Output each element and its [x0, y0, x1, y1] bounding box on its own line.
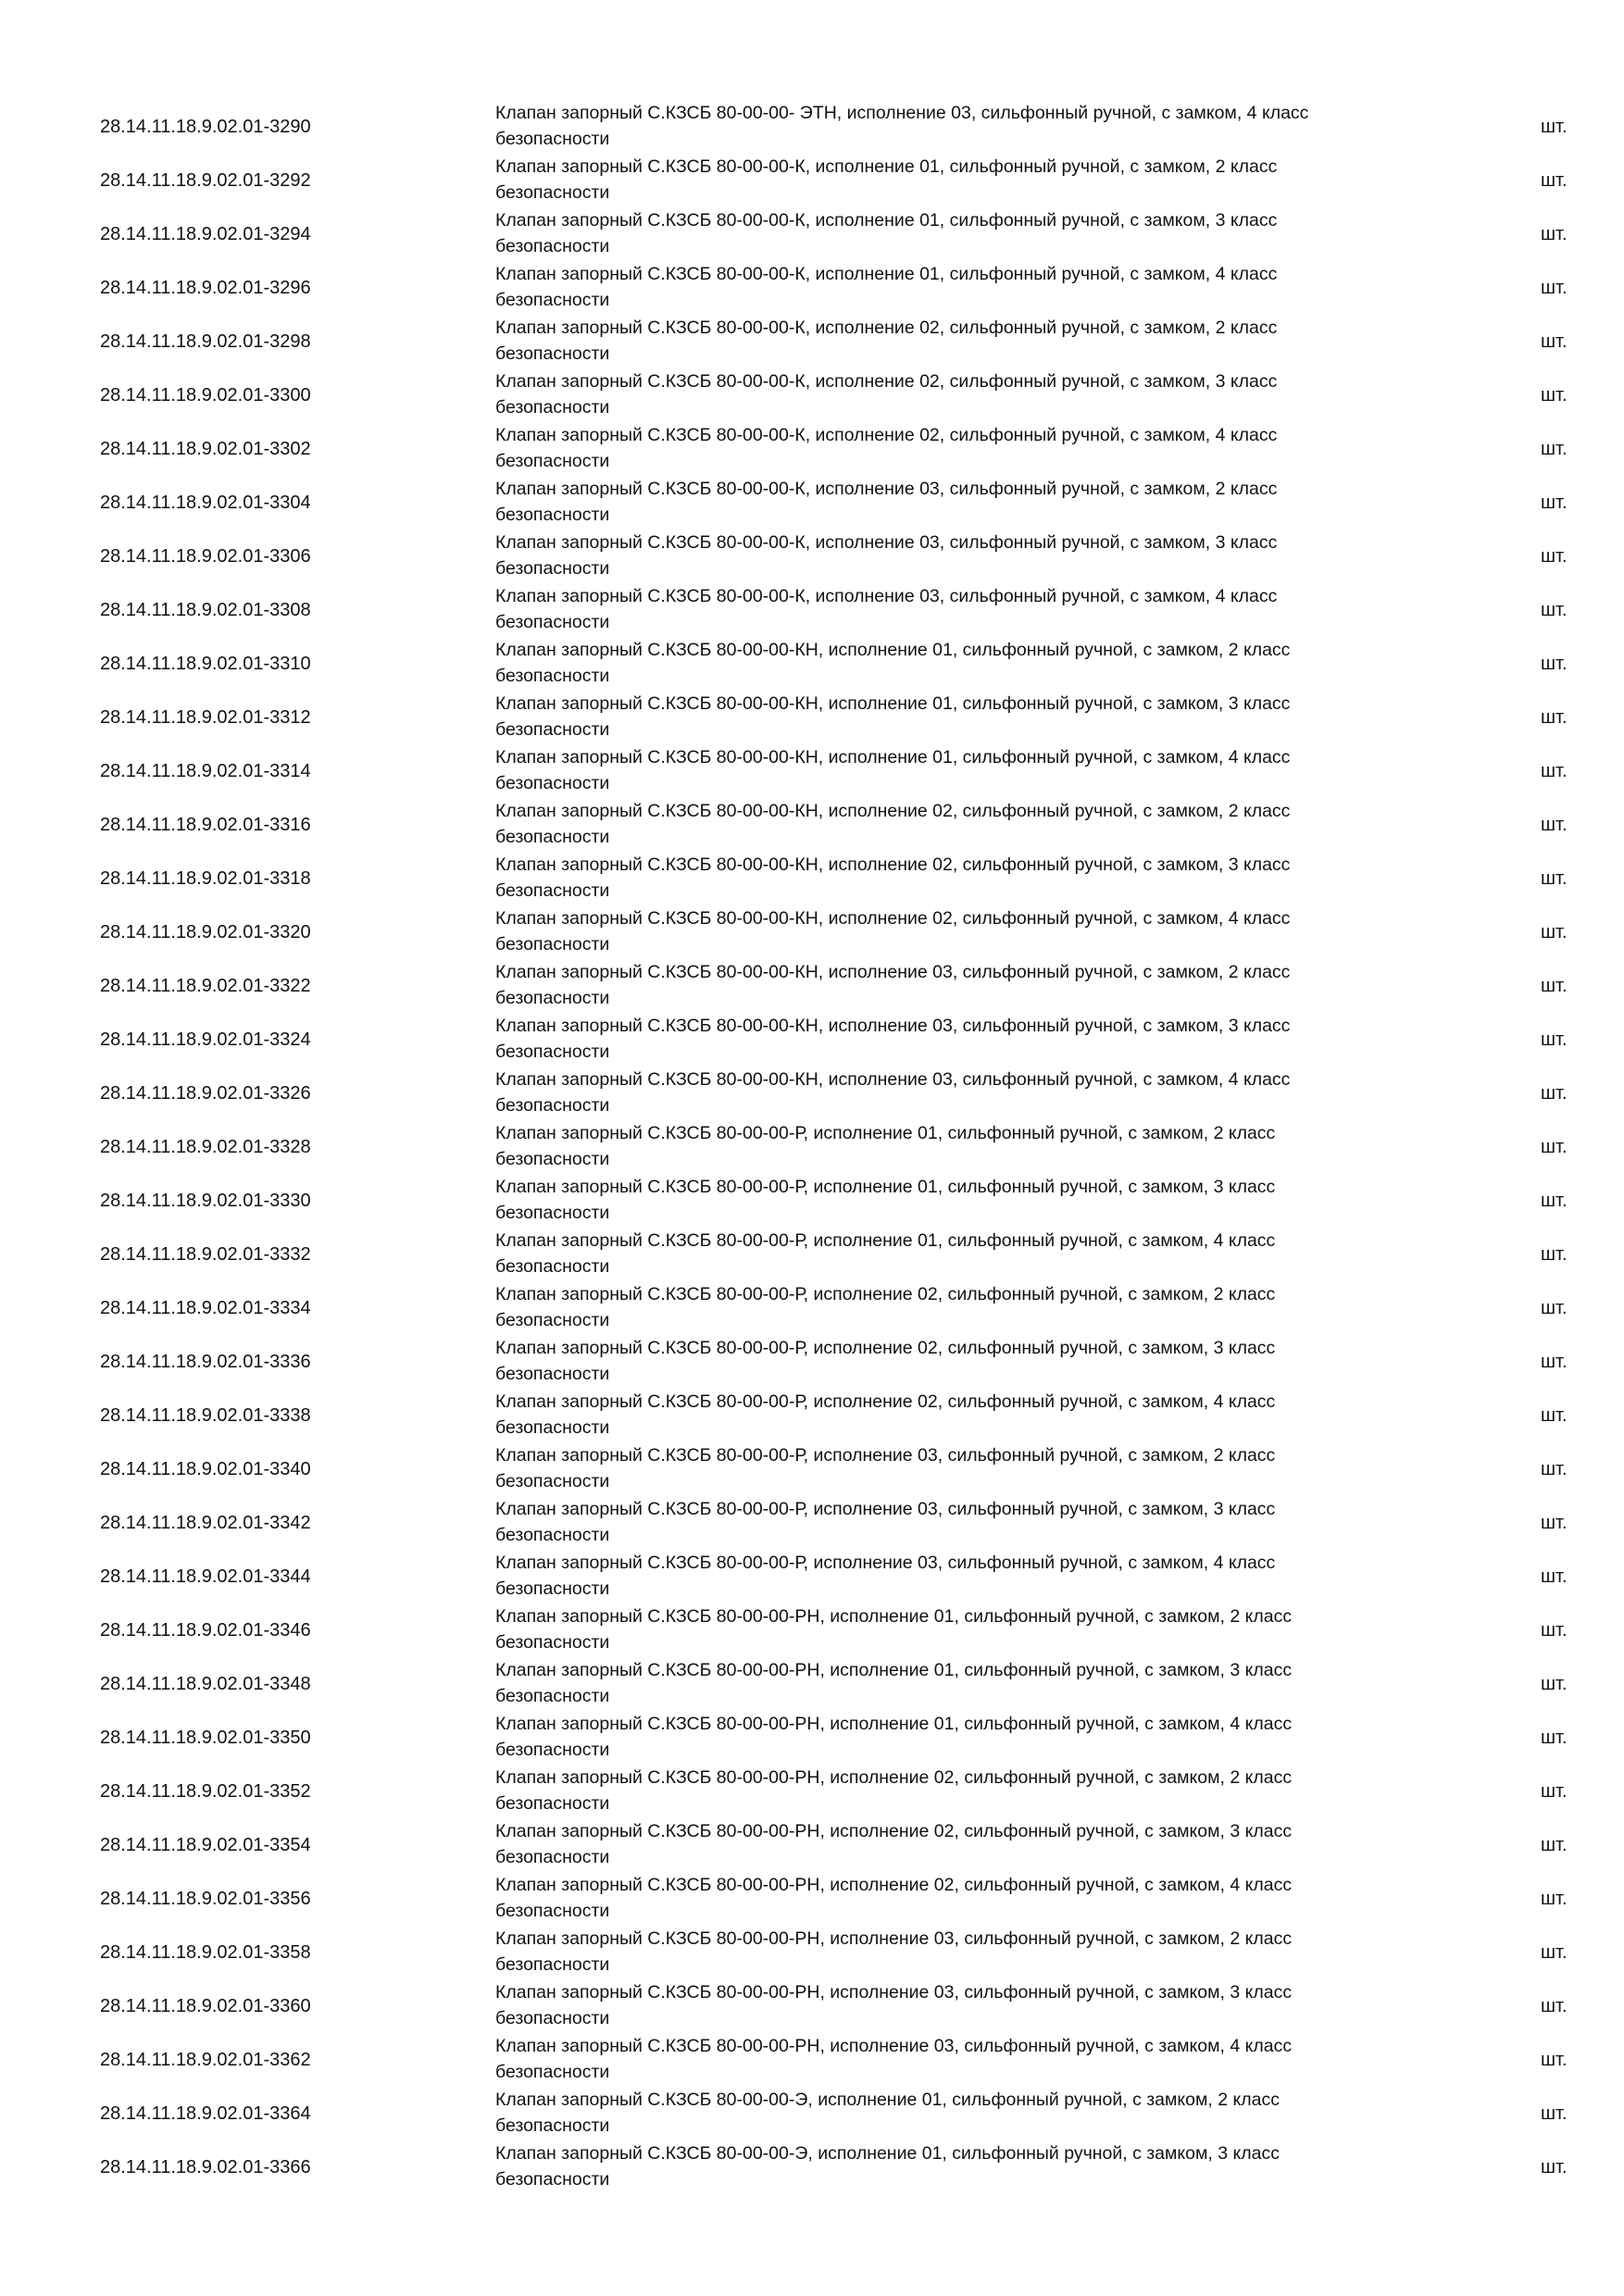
item-unit: шт.	[1541, 600, 1568, 620]
table-row	[0, 476, 1624, 530]
item-description	[495, 1496, 1421, 1548]
item-description	[495, 476, 1421, 528]
item-code: 28.14.11.18.9.02.01-3318	[100, 868, 311, 889]
item-description-line: безопасности	[495, 397, 610, 418]
item-description	[495, 422, 1421, 474]
table-row	[0, 422, 1624, 476]
item-description	[495, 1765, 1421, 1816]
item-description-line: Клапан запорный С.КЗСБ 80-00-00-РН, исполнение 01, сильфонный ручной, с замком, 3 класс	[495, 1660, 1293, 1680]
item-unit: шт.	[1541, 976, 1568, 996]
item-description-line: безопасности	[495, 612, 610, 632]
item-description-line: Клапан запорный С.КЗСБ 80-00-00-Э, исполнение 01, сильфонный ручной, с замком, 3 класс	[495, 2143, 1280, 2164]
item-description	[495, 1389, 1421, 1441]
item-description-line: Клапан запорный С.КЗСБ 80-00-00-КН, исполнение 02, сильфонный ручной, с замком, 3 класс	[495, 855, 1291, 875]
item-code: 28.14.11.18.9.02.01-3350	[100, 1728, 311, 1748]
table-row	[0, 959, 1624, 1013]
item-description-line: безопасности	[495, 1149, 610, 1169]
table-row	[0, 744, 1624, 798]
item-code: 28.14.11.18.9.02.01-3296	[100, 278, 311, 298]
item-description-line: Клапан запорный С.КЗСБ 80-00-00- ЭТН, исполнение 03, сильфонный ручной, с замком, 4 класс	[495, 103, 1309, 123]
table-row	[0, 2140, 1624, 2194]
item-description-line: безопасности	[495, 1525, 610, 1545]
item-description	[495, 1174, 1421, 1226]
item-code: 28.14.11.18.9.02.01-3346	[100, 1620, 311, 1641]
item-code: 28.14.11.18.9.02.01-3348	[100, 1674, 311, 1694]
table-row	[0, 100, 1624, 154]
item-description	[495, 261, 1421, 313]
table-row	[0, 154, 1624, 207]
table-row	[0, 905, 1624, 959]
item-description-line: Клапан запорный С.КЗСБ 80-00-00-РН, исполнение 03, сильфонный ручной, с замком, 3 класс	[495, 1982, 1293, 2003]
item-description-line: Клапан запорный С.КЗСБ 80-00-00-РН, исполнение 02, сильфонный ручной, с замком, 4 класс	[495, 1875, 1293, 1895]
item-unit: шт.	[1541, 1620, 1568, 1641]
item-description	[495, 744, 1421, 796]
item-description-line: Клапан запорный С.КЗСБ 80-00-00-Р, исполнение 01, сильфонный ручной, с замком, 4 класс	[495, 1230, 1276, 1251]
item-description-line: безопасности	[495, 451, 610, 471]
item-code: 28.14.11.18.9.02.01-3330	[100, 1191, 311, 1211]
table-row	[0, 1013, 1624, 1067]
table-row	[0, 1603, 1624, 1657]
item-description	[495, 959, 1421, 1011]
item-description-line: Клапан запорный С.КЗСБ 80-00-00-К, исполнение 02, сильфонный ручной, с замком, 2 класс	[495, 318, 1278, 338]
item-code: 28.14.11.18.9.02.01-3322	[100, 976, 311, 996]
item-description-line: безопасности	[495, 934, 610, 955]
item-unit: шт.	[1541, 761, 1568, 781]
item-description-line: безопасности	[495, 827, 610, 847]
item-description-line: безопасности	[495, 1417, 610, 1438]
item-description	[495, 1657, 1421, 1709]
item-description-line: Клапан запорный С.КЗСБ 80-00-00-Р, исполнение 03, сильфонный ручной, с замком, 2 класс	[495, 1445, 1276, 1466]
table-row	[0, 1335, 1624, 1389]
item-description	[495, 100, 1421, 152]
item-unit: шт.	[1541, 1781, 1568, 1802]
item-description-line: Клапан запорный С.КЗСБ 80-00-00-К, исполнение 03, сильфонный ручной, с замком, 4 класс	[495, 586, 1278, 606]
item-description-line: Клапан запорный С.КЗСБ 80-00-00-РН, исполнение 02, сильфонный ручной, с замком, 3 класс	[495, 1821, 1293, 1841]
item-description-line: безопасности	[495, 1095, 610, 1116]
item-description-line: Клапан запорный С.КЗСБ 80-00-00-КН, исполнение 03, сильфонный ручной, с замком, 3 класс	[495, 1016, 1291, 1036]
item-description-line: безопасности	[495, 182, 610, 203]
item-description-line: Клапан запорный С.КЗСБ 80-00-00-КН, исполнение 03, сильфонный ручной, с замком, 2 класс	[495, 962, 1291, 982]
item-description-line: безопасности	[495, 1686, 610, 1706]
item-unit: шт.	[1541, 1566, 1568, 1587]
item-description	[495, 1926, 1421, 1978]
item-description-line: Клапан запорный С.КЗСБ 80-00-00-К, исполнение 02, сильфонный ручной, с замком, 4 класс	[495, 425, 1278, 445]
item-code: 28.14.11.18.9.02.01-3298	[100, 331, 311, 352]
item-description-line: безопасности	[495, 1310, 610, 1330]
item-description	[495, 1013, 1421, 1065]
item-description	[495, 207, 1421, 259]
item-code: 28.14.11.18.9.02.01-3362	[100, 2050, 311, 2070]
item-unit: шт.	[1541, 1459, 1568, 1479]
table-row	[0, 1281, 1624, 1335]
item-description-line: безопасности	[495, 666, 610, 686]
item-description-line: Клапан запорный С.КЗСБ 80-00-00-КН, исполнение 02, сильфонный ручной, с замком, 2 класс	[495, 801, 1291, 821]
table-row	[0, 852, 1624, 905]
item-description-line: Клапан запорный С.КЗСБ 80-00-00-К, исполнение 01, сильфонный ручной, с замком, 3 класс	[495, 210, 1278, 231]
item-description	[495, 691, 1421, 742]
item-description-line: безопасности	[495, 343, 610, 364]
item-description	[495, 315, 1421, 367]
table-row	[0, 368, 1624, 422]
item-description-line: Клапан запорный С.КЗСБ 80-00-00-РН, исполнение 03, сильфонный ручной, с замком, 4 класс	[495, 2036, 1293, 2056]
item-code: 28.14.11.18.9.02.01-3292	[100, 170, 311, 191]
table-row	[0, 1550, 1624, 1603]
item-description-line: безопасности	[495, 1203, 610, 1223]
item-unit: шт.	[1541, 2157, 1568, 2177]
item-description-line: Клапан запорный С.КЗСБ 80-00-00-Э, исполнение 01, сильфонный ручной, с замком, 2 класс	[495, 2090, 1280, 2110]
item-code: 28.14.11.18.9.02.01-3340	[100, 1459, 311, 1479]
item-code: 28.14.11.18.9.02.01-3302	[100, 439, 311, 459]
item-unit: шт.	[1541, 493, 1568, 513]
item-unit: шт.	[1541, 1674, 1568, 1694]
item-description-line: Клапан запорный С.КЗСБ 80-00-00-К, исполнение 02, сильфонный ручной, с замком, 3 класс	[495, 371, 1278, 392]
table-row	[0, 261, 1624, 315]
item-unit: шт.	[1541, 117, 1568, 137]
item-description-line: Клапан запорный С.КЗСБ 80-00-00-Р, исполнение 01, сильфонный ручной, с замком, 3 класс	[495, 1177, 1276, 1197]
item-description-line: Клапан запорный С.КЗСБ 80-00-00-КН, исполнение 02, сильфонный ручной, с замком, 4 класс	[495, 908, 1291, 929]
price-list-table	[0, 100, 1624, 2194]
item-code: 28.14.11.18.9.02.01-3314	[100, 761, 311, 781]
item-unit: шт.	[1541, 2103, 1568, 2124]
table-row	[0, 1228, 1624, 1281]
item-description	[495, 1281, 1421, 1333]
item-description	[495, 1120, 1421, 1172]
item-description-line: Клапан запорный С.КЗСБ 80-00-00-Р, исполнение 03, сильфонный ручной, с замком, 3 класс	[495, 1499, 1276, 1519]
item-code: 28.14.11.18.9.02.01-3290	[100, 117, 311, 137]
item-unit: шт.	[1541, 1244, 1568, 1265]
item-description	[495, 583, 1421, 635]
table-row	[0, 691, 1624, 744]
item-description-line: Клапан запорный С.КЗСБ 80-00-00-РН, исполнение 03, сильфонный ручной, с замком, 2 класс	[495, 1928, 1293, 1949]
item-description-line: Клапан запорный С.КЗСБ 80-00-00-Р, исполнение 03, сильфонный ручной, с замком, 4 класс	[495, 1553, 1276, 1573]
table-row	[0, 1818, 1624, 1872]
item-unit: шт.	[1541, 1889, 1568, 1909]
item-code: 28.14.11.18.9.02.01-3360	[100, 1996, 311, 2016]
table-row	[0, 1765, 1624, 1818]
item-code: 28.14.11.18.9.02.01-3308	[100, 600, 311, 620]
item-unit: шт.	[1541, 224, 1568, 244]
item-description-line: безопасности	[495, 236, 610, 256]
item-description-line: безопасности	[495, 1471, 610, 1491]
item-description	[495, 1603, 1421, 1655]
item-code: 28.14.11.18.9.02.01-3294	[100, 224, 311, 244]
item-code: 28.14.11.18.9.02.01-3316	[100, 815, 311, 835]
item-description-line: безопасности	[495, 2062, 610, 2082]
item-unit: шт.	[1541, 1942, 1568, 1963]
item-unit: шт.	[1541, 439, 1568, 459]
item-description	[495, 1872, 1421, 1924]
item-description-line: Клапан запорный С.КЗСБ 80-00-00-Р, исполнение 02, сильфонный ручной, с замком, 3 класс	[495, 1338, 1276, 1358]
item-unit: шт.	[1541, 546, 1568, 567]
item-code: 28.14.11.18.9.02.01-3364	[100, 2103, 311, 2124]
table-row	[0, 1067, 1624, 1120]
item-code: 28.14.11.18.9.02.01-3310	[100, 654, 311, 674]
item-description-line: Клапан запорный С.КЗСБ 80-00-00-КН, исполнение 01, сильфонный ручной, с замком, 4 класс	[495, 747, 1291, 767]
item-description-line: Клапан запорный С.КЗСБ 80-00-00-К, исполнение 03, сильфонный ручной, с замком, 2 класс	[495, 479, 1278, 499]
item-unit: шт.	[1541, 1029, 1568, 1050]
table-row	[0, 1872, 1624, 1926]
item-code: 28.14.11.18.9.02.01-3344	[100, 1566, 311, 1587]
item-unit: шт.	[1541, 1191, 1568, 1211]
item-description-line: безопасности	[495, 988, 610, 1008]
item-description	[495, 1228, 1421, 1279]
table-row	[0, 1979, 1624, 2033]
item-description-line: Клапан запорный С.КЗСБ 80-00-00-РН, исполнение 01, сильфонный ручной, с замком, 4 класс	[495, 1714, 1293, 1734]
item-code: 28.14.11.18.9.02.01-3312	[100, 707, 311, 728]
item-description-line: безопасности	[495, 1847, 610, 1867]
item-unit: шт.	[1541, 1728, 1568, 1748]
item-description-line: безопасности	[495, 1632, 610, 1653]
item-code: 28.14.11.18.9.02.01-3356	[100, 1889, 311, 1909]
item-description-line: Клапан запорный С.КЗСБ 80-00-00-К, исполнение 03, сильфонный ручной, с замком, 3 класс	[495, 532, 1278, 553]
item-unit: шт.	[1541, 922, 1568, 942]
item-description-line: безопасности	[495, 1042, 610, 1062]
item-description-line: безопасности	[495, 1901, 610, 1921]
item-unit: шт.	[1541, 1298, 1568, 1318]
item-unit: шт.	[1541, 1996, 1568, 2016]
item-description	[495, 1550, 1421, 1602]
table-row	[0, 1496, 1624, 1550]
item-description-line: Клапан запорный С.КЗСБ 80-00-00-К, исполнение 01, сильфонный ручной, с замком, 4 класс	[495, 264, 1278, 284]
item-unit: шт.	[1541, 868, 1568, 889]
item-code: 28.14.11.18.9.02.01-3306	[100, 546, 311, 567]
table-row	[0, 1120, 1624, 1174]
item-description	[495, 530, 1421, 581]
item-description-line: Клапан запорный С.КЗСБ 80-00-00-Р, исполнение 02, сильфонный ручной, с замком, 4 класс	[495, 1391, 1276, 1412]
item-description-line: Клапан запорный С.КЗСБ 80-00-00-КН, исполнение 03, сильфонный ручной, с замком, 4 класс	[495, 1069, 1291, 1090]
item-description-line: безопасности	[495, 290, 610, 310]
item-description-line: Клапан запорный С.КЗСБ 80-00-00-РН, исполнение 01, сильфонный ручной, с замком, 2 класс	[495, 1606, 1293, 1627]
table-row	[0, 1389, 1624, 1442]
table-row	[0, 315, 1624, 368]
item-description	[495, 2087, 1421, 2139]
item-code: 28.14.11.18.9.02.01-3300	[100, 385, 311, 406]
table-row	[0, 530, 1624, 583]
item-code: 28.14.11.18.9.02.01-3332	[100, 1244, 311, 1265]
item-description	[495, 154, 1421, 206]
table-row	[0, 1442, 1624, 1496]
item-description-line: безопасности	[495, 505, 610, 525]
item-description	[495, 1818, 1421, 1870]
item-description-line: Клапан запорный С.КЗСБ 80-00-00-КН, исполнение 01, сильфонный ручной, с замком, 2 класс	[495, 640, 1291, 660]
item-description	[495, 1067, 1421, 1118]
item-description-line: безопасности	[495, 2008, 610, 2028]
item-description-line: безопасности	[495, 558, 610, 579]
item-unit: шт.	[1541, 654, 1568, 674]
item-description	[495, 637, 1421, 689]
item-description	[495, 2140, 1421, 2192]
item-code: 28.14.11.18.9.02.01-3336	[100, 1352, 311, 1372]
table-row	[0, 1711, 1624, 1765]
table-row	[0, 207, 1624, 261]
item-code: 28.14.11.18.9.02.01-3352	[100, 1781, 311, 1802]
item-description-line: Клапан запорный С.КЗСБ 80-00-00-Р, исполнение 02, сильфонный ручной, с замком, 2 класс	[495, 1284, 1276, 1304]
item-unit: шт.	[1541, 707, 1568, 728]
item-description	[495, 1711, 1421, 1763]
item-code: 28.14.11.18.9.02.01-3320	[100, 922, 311, 942]
item-code: 28.14.11.18.9.02.01-3366	[100, 2157, 311, 2177]
item-description	[495, 798, 1421, 850]
item-unit: шт.	[1541, 1835, 1568, 1855]
item-description-line: Клапан запорный С.КЗСБ 80-00-00-РН, исполнение 02, сильфонный ручной, с замком, 2 класс	[495, 1767, 1293, 1788]
item-unit: шт.	[1541, 278, 1568, 298]
table-row	[0, 2087, 1624, 2140]
item-description-line: Клапан запорный С.КЗСБ 80-00-00-Р, исполнение 01, сильфонный ручной, с замком, 2 класс	[495, 1123, 1276, 1143]
item-code: 28.14.11.18.9.02.01-3328	[100, 1137, 311, 1157]
table-row	[0, 798, 1624, 852]
item-description	[495, 905, 1421, 957]
item-unit: шт.	[1541, 1513, 1568, 1533]
item-unit: шт.	[1541, 2050, 1568, 2070]
item-unit: шт.	[1541, 1137, 1568, 1157]
item-description-line: безопасности	[495, 880, 610, 901]
item-description-line: безопасности	[495, 129, 610, 149]
item-unit: шт.	[1541, 1352, 1568, 1372]
item-description	[495, 852, 1421, 904]
item-code: 28.14.11.18.9.02.01-3354	[100, 1835, 311, 1855]
item-code: 28.14.11.18.9.02.01-3326	[100, 1083, 311, 1104]
table-row	[0, 637, 1624, 691]
item-description-line: безопасности	[495, 1954, 610, 1975]
item-unit: шт.	[1541, 815, 1568, 835]
item-description-line: безопасности	[495, 773, 610, 793]
item-description-line: Клапан запорный С.КЗСБ 80-00-00-КН, исполнение 01, сильфонный ручной, с замком, 3 класс	[495, 693, 1291, 714]
item-unit: шт.	[1541, 1405, 1568, 1426]
table-row	[0, 2033, 1624, 2087]
item-unit: шт.	[1541, 170, 1568, 191]
item-description-line: безопасности	[495, 2169, 610, 2190]
item-description	[495, 2033, 1421, 2085]
table-row	[0, 583, 1624, 637]
item-code: 28.14.11.18.9.02.01-3358	[100, 1942, 311, 1963]
table-row	[0, 1657, 1624, 1711]
item-description	[495, 1979, 1421, 2031]
item-code: 28.14.11.18.9.02.01-3338	[100, 1405, 311, 1426]
item-description-line: безопасности	[495, 1364, 610, 1384]
item-description	[495, 368, 1421, 420]
item-code: 28.14.11.18.9.02.01-3334	[100, 1298, 311, 1318]
item-description-line: безопасности	[495, 719, 610, 740]
item-code: 28.14.11.18.9.02.01-3304	[100, 493, 311, 513]
item-description-line: безопасности	[495, 2115, 610, 2136]
item-description-line: Клапан запорный С.КЗСБ 80-00-00-К, исполнение 01, сильфонный ручной, с замком, 2 класс	[495, 156, 1278, 177]
item-code: 28.14.11.18.9.02.01-3342	[100, 1513, 311, 1533]
item-description	[495, 1335, 1421, 1387]
item-unit: шт.	[1541, 1083, 1568, 1104]
table-row	[0, 1926, 1624, 1979]
item-unit: шт.	[1541, 331, 1568, 352]
item-description	[495, 1442, 1421, 1494]
item-code: 28.14.11.18.9.02.01-3324	[100, 1029, 311, 1050]
item-description-line: безопасности	[495, 1793, 610, 1814]
item-description-line: безопасности	[495, 1256, 610, 1277]
item-unit: шт.	[1541, 385, 1568, 406]
item-description-line: безопасности	[495, 1740, 610, 1760]
table-row	[0, 1174, 1624, 1228]
item-description-line: безопасности	[495, 1578, 610, 1599]
